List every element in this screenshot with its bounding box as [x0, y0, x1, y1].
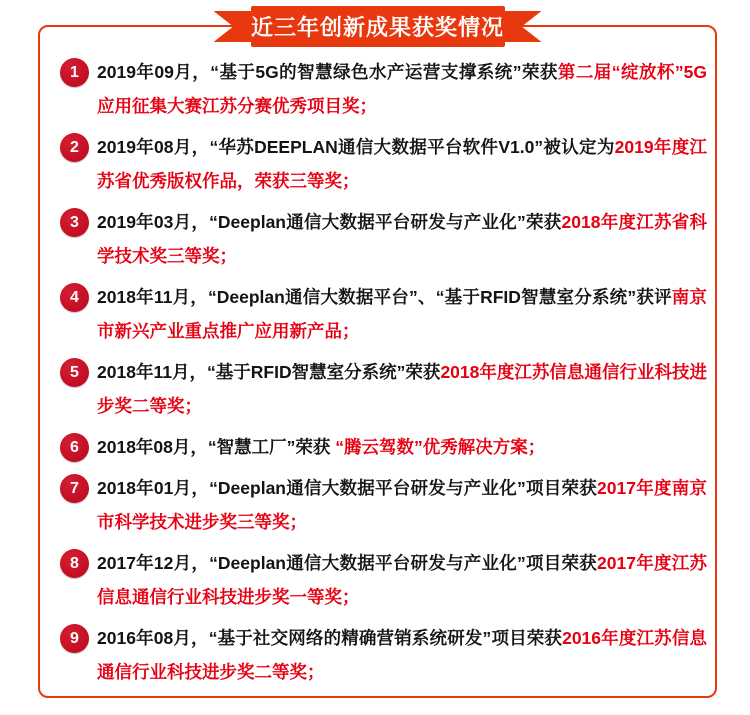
item-number-badge: 6 [60, 433, 89, 462]
item-number-badge: 4 [60, 283, 89, 312]
award-text-red: 第二届“绽放杯”5G应用征集大赛江苏分赛优秀项目奖； [97, 62, 707, 116]
award-text [97, 430, 707, 464]
item-number-badge: 5 [60, 358, 89, 387]
award-text [97, 280, 707, 348]
award-text-red: “腾云驾数”优秀解决方案； [335, 437, 546, 457]
award-text-red: 2017年度南京市科学技术进步奖三等奖； [97, 478, 707, 532]
award-text [97, 546, 707, 614]
list-item [60, 430, 707, 464]
list-item [60, 130, 707, 198]
list-item [60, 471, 707, 539]
page-title: 近三年创新成果获奖情况 [251, 6, 505, 47]
award-text-black: 2019年09月，“基于5G的智慧绿色水产运营支撑系统”荣获 [97, 62, 558, 82]
list-item [60, 280, 707, 348]
award-text-black: 2018年08月，“智慧工厂”荣获 [97, 437, 336, 457]
award-text-black: 2017年12月，“Deeplan通信大数据平台研发与产业化”项目荣获 [97, 553, 598, 573]
award-text-black: 2018年11月，“基于RFID智慧室分系统”荣获 [97, 362, 441, 382]
item-number-badge: 7 [60, 474, 89, 503]
title-ribbon [251, 6, 505, 47]
award-text-black: 2018年01月，“Deeplan通信大数据平台研发与产业化”项目荣获 [97, 478, 598, 498]
award-text-black: 2019年08月，“华苏DEEPLAN通信大数据平台软件V1.0”被认定为 [97, 137, 615, 157]
list-item [60, 621, 707, 689]
list-item [60, 205, 707, 273]
award-text-red: 2018年度江苏省科学技术奖三等奖； [97, 212, 707, 266]
award-text-red: 2019年度江苏省优秀版权作品，荣获三等奖； [97, 137, 707, 191]
award-text [97, 471, 707, 539]
awards-box [38, 15, 717, 698]
award-text-red: 南京市新兴产业重点推广应用新产品； [97, 287, 707, 341]
award-text [97, 130, 707, 198]
item-number-badge: 9 [60, 624, 89, 653]
item-number-badge: 8 [60, 549, 89, 578]
award-text-red: 2018年度江苏信息通信行业科技进步奖二等奖； [97, 362, 707, 416]
item-number-badge: 1 [60, 58, 89, 87]
award-text-black: 2018年11月，“Deeplan通信大数据平台”、“基于RFID智慧室分系统”获评 [97, 287, 672, 307]
award-text-black: 2016年08月，“基于社交网络的精确营销系统研发”项目荣获 [97, 628, 563, 648]
award-text [97, 621, 707, 689]
list-item [60, 546, 707, 614]
award-text-red: 2016年度江苏信息通信行业科技进步奖二等奖； [97, 628, 707, 682]
list-item [60, 55, 707, 123]
item-number-badge: 3 [60, 208, 89, 237]
award-text-red: 2017年度江苏信息通信行业科技进步奖一等奖； [97, 553, 707, 607]
list-item [60, 355, 707, 423]
award-text [97, 55, 707, 123]
item-number-badge: 2 [60, 133, 89, 162]
award-text [97, 205, 707, 273]
award-text [97, 355, 707, 423]
award-text-black: 2019年03月，“Deeplan通信大数据平台研发与产业化”荣获 [97, 212, 562, 232]
award-list [40, 27, 715, 689]
